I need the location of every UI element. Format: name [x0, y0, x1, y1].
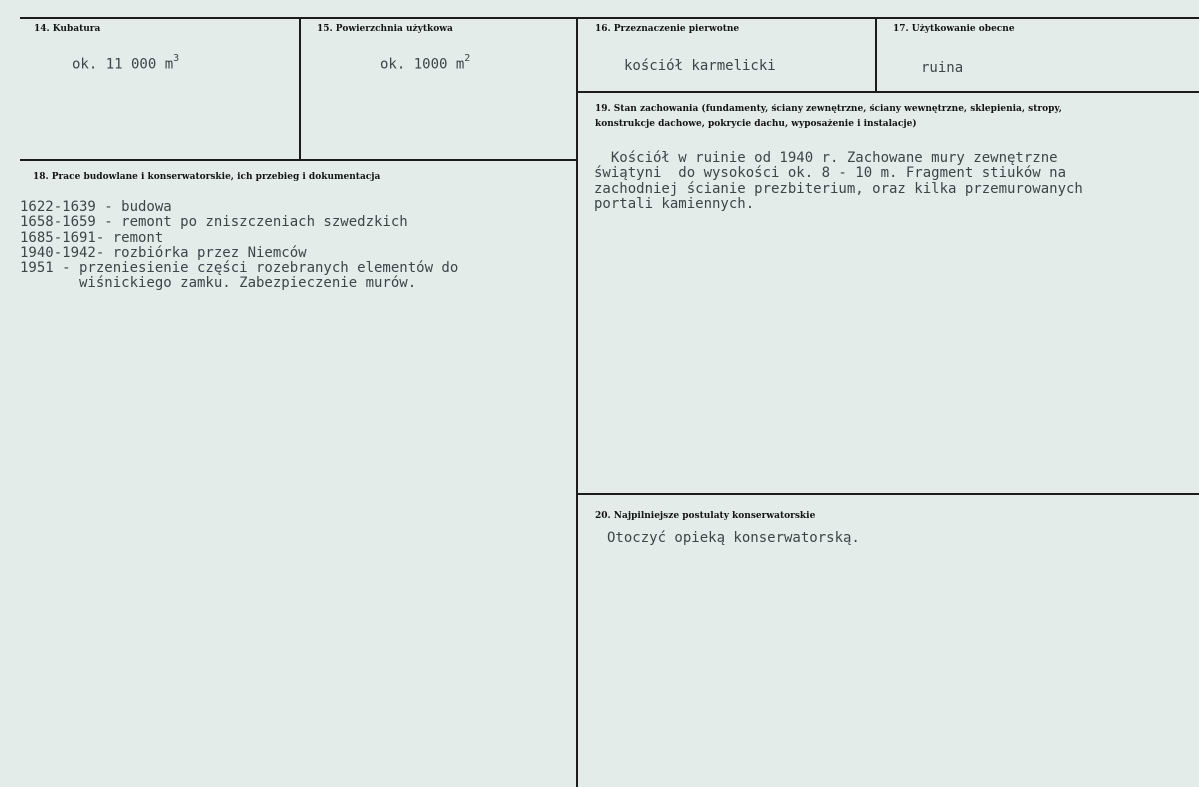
divider-h-left-18 — [20, 159, 578, 161]
field-17-label: 17. Użytkowanie obecne — [893, 24, 1015, 34]
field-19-label: 19. Stan zachowania (fundamenty, ściany zewnętrzne, ściany wewnętrzne, sklepienia, stropy, — [595, 104, 1062, 114]
field-18-line: 1622-1639 - budowa — [20, 199, 172, 215]
field-14-label: 14. Kubatura — [34, 24, 101, 34]
field-18-line: 1658-1659 - remont po zniszczeniach szwedzkich — [20, 214, 408, 231]
field-20-label: 20. Najpilniejsze postulaty konserwatorskie — [595, 511, 816, 521]
field-15-label: 15. Powierzchnia użytkowa — [317, 24, 453, 34]
field-14-value-text: ok. 11 000 m — [72, 56, 174, 73]
field-19-line: portali kamiennych. — [594, 195, 755, 212]
divider-h-19-20 — [576, 493, 1199, 495]
field-15-unit-exponent: 2 — [464, 53, 471, 64]
field-17-value: ruina — [921, 60, 964, 76]
field-18-line: 1940-1942- rozbiórka przez Niemców — [20, 244, 307, 261]
divider-v-main — [576, 17, 578, 787]
divider-v-16-17 — [875, 17, 877, 92]
field-18-line: wiśnickiego zamku. Zabezpieczenie murów. — [20, 275, 417, 292]
field-15-value-text: ok. 1000 m — [380, 56, 465, 73]
top-border — [20, 17, 1199, 19]
field-18-line: 1685-1691- remont — [20, 229, 164, 246]
divider-v-14-15 — [299, 17, 301, 161]
field-18-label: 18. Prace budowlane i konserwatorskie, ich przebieg i dokumentacja — [33, 172, 381, 182]
field-19-line: świątyni do wysokości ok. 8 - 10 m. Fragment stiuków na — [594, 165, 1067, 182]
field-19-label-cont: konstrukcje dachowe, pokrycie dachu, wyposażenie i instalacje) — [595, 119, 917, 129]
field-18-content — [20, 200, 458, 292]
field-19-line: Kościół w ruinie od 1940 r. Zachowane mury zewnętrzne — [594, 150, 1058, 166]
field-19-content — [594, 151, 1083, 212]
field-20-value: Otoczyć opieką konserwatorską. — [607, 530, 860, 546]
field-18-line: 1951 - przeniesienie części rozebranych elementów do — [20, 260, 459, 277]
field-16-label: 16. Przeznaczenie pierwotne — [595, 24, 740, 34]
field-14-unit-exponent: 3 — [173, 53, 180, 64]
field-15-value — [380, 55, 470, 73]
field-14-value — [72, 55, 179, 73]
field-16-value: kościół karmelicki — [624, 58, 776, 74]
field-19-line: zachodniej ścianie prezbiterium, oraz kilka przemurowanych — [594, 180, 1083, 197]
divider-h-16-19 — [576, 91, 1199, 93]
